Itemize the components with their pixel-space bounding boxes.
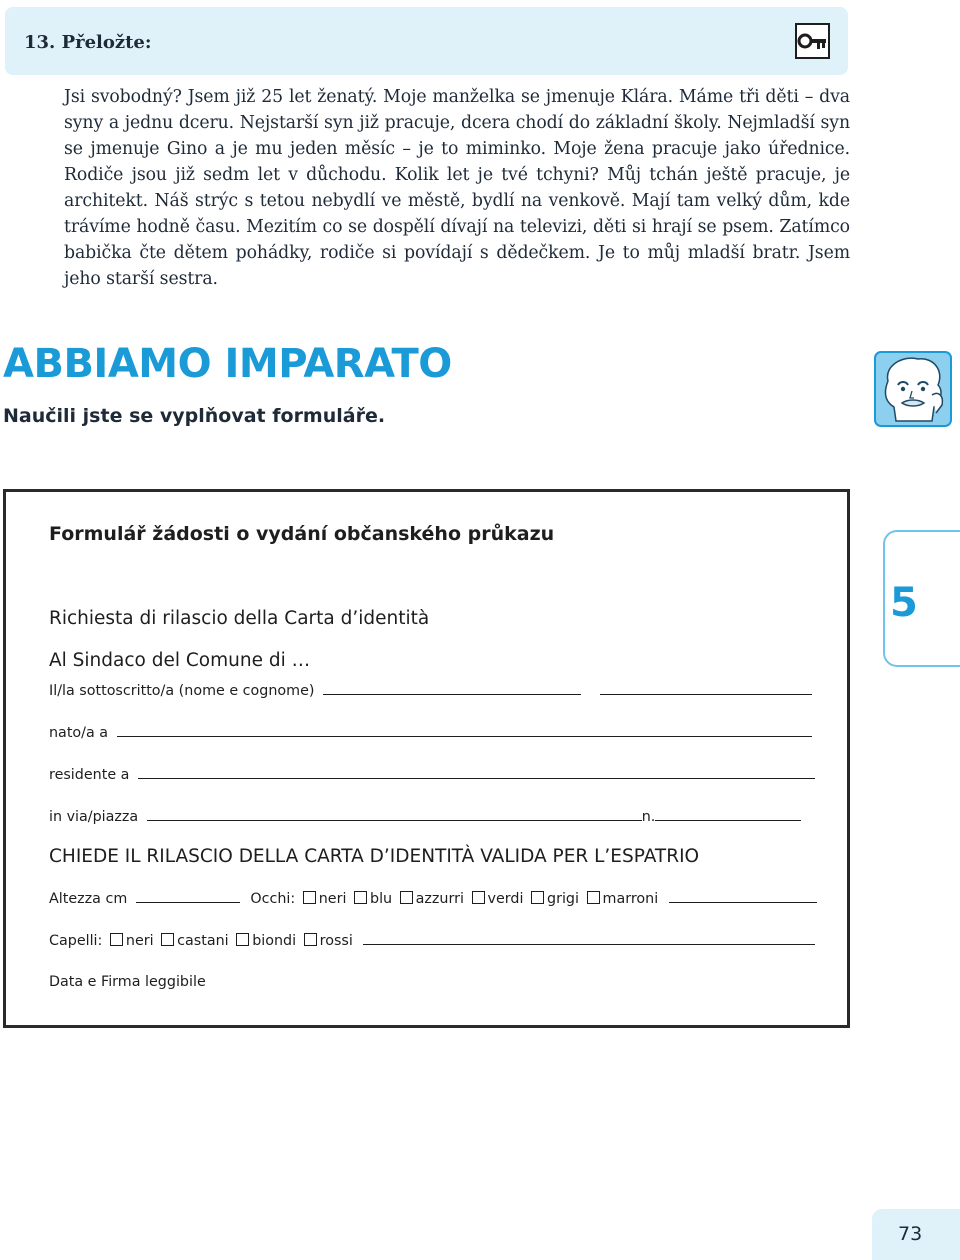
street-row	[49, 808, 801, 825]
form-addressee: Al Sindaco del Comune di …	[49, 650, 311, 671]
key-icon	[795, 23, 830, 59]
signature-label: Data e Firma leggibile	[49, 974, 206, 990]
eyes-other-field[interactable]	[669, 890, 817, 903]
hair-castani-checkbox[interactable]	[161, 933, 174, 946]
height-eyes-row	[49, 890, 817, 907]
hair-neri-checkbox[interactable]	[110, 933, 123, 946]
eyes-label: Occhi:	[250, 891, 296, 907]
form-heading: Richiesta di rilascio della Carta d’identità	[49, 608, 430, 629]
hair-other-field[interactable]	[363, 932, 815, 945]
hair-option: rossi	[319, 933, 353, 949]
birthplace-field[interactable]	[117, 724, 812, 737]
hair-option: neri	[125, 933, 154, 949]
section-subtitle: Naučili jste se vyplňovat formuláře.	[3, 405, 386, 427]
hair-biondi-checkbox[interactable]	[236, 933, 249, 946]
name-label: Il/la sottoscritto/a (nome e cognome)	[49, 683, 315, 699]
height-label: Altezza cm	[49, 891, 128, 907]
height-field[interactable]	[136, 890, 240, 903]
exercise-title: 13. Přeložte:	[24, 32, 152, 53]
eyes-option: blu	[370, 891, 393, 907]
last-name-field[interactable]	[600, 682, 812, 695]
section-title: ABBIAMO IMPARATO	[3, 341, 452, 387]
eyes-grigi-checkbox[interactable]	[531, 891, 544, 904]
eyes-marroni-checkbox[interactable]	[587, 891, 600, 904]
resident-row	[49, 766, 815, 783]
street-field[interactable]	[147, 808, 642, 821]
resident-label: residente a	[49, 767, 130, 783]
eyes-blu-checkbox[interactable]	[354, 891, 367, 904]
chapter-number: 5	[890, 580, 918, 626]
eyes-option: marroni	[602, 891, 659, 907]
name-row	[49, 682, 812, 699]
hair-label: Capelli:	[49, 933, 103, 949]
eyes-option: azzurri	[415, 891, 464, 907]
eyes-neri-checkbox[interactable]	[303, 891, 316, 904]
hair-option: biondi	[252, 933, 297, 949]
hair-rossi-checkbox[interactable]	[304, 933, 317, 946]
hair-option: castani	[177, 933, 229, 949]
residence-field[interactable]	[138, 766, 815, 779]
street-label: in via/piazza	[49, 809, 139, 825]
hair-row	[49, 932, 815, 949]
form-title: Formulář žádosti o vydání občanského průkazu	[49, 523, 555, 545]
eyes-option: neri	[318, 891, 347, 907]
einstein-portrait-icon	[874, 351, 952, 427]
born-row	[49, 724, 812, 741]
page-number: 73	[898, 1223, 923, 1245]
born-label: nato/a a	[49, 725, 109, 741]
translation-text: Jsi svobodný? Jsem již 25 let ženatý. Moje manželka se jmenuje Klára. Máme tři děti – dva syny a jednu dceru. Nejstarší syn již pracuje, dcera chodí do základní školy. Nejmladší syn se jmenuje Gino a je mu jeden měsíc – je to miminko. Moje žena pracuje jako úřednice. Rodiče jsou již sedm let v důchodu. Kolik let je tvé tchyni? Můj tchán ještě pracuje, je architekt. Náš strýc s tetou nebydlí ve městě, bydlí na venkově. Mají tam velký dům, kde trávíme hodně času. Mezitím co se dospělí dívají na televizi, děti si hrají se psem. Zatímco babička čte dětem pohádky, rodiče si povídají s dědečkem. Je to můj mladší bratr. Jsem jeho starší sestra.	[64, 87, 850, 289]
form-request: CHIEDE IL RILASCIO DELLA CARTA D’IDENTITÀ VALIDA PER L’ESPATRIO	[49, 846, 700, 867]
number-label: n.	[641, 809, 656, 825]
house-number-field[interactable]	[655, 808, 801, 821]
first-name-field[interactable]	[323, 682, 581, 695]
eyes-verdi-checkbox[interactable]	[472, 891, 485, 904]
eyes-option: verdi	[487, 891, 524, 907]
eyes-option: grigi	[547, 891, 579, 907]
eyes-azzurri-checkbox[interactable]	[400, 891, 413, 904]
